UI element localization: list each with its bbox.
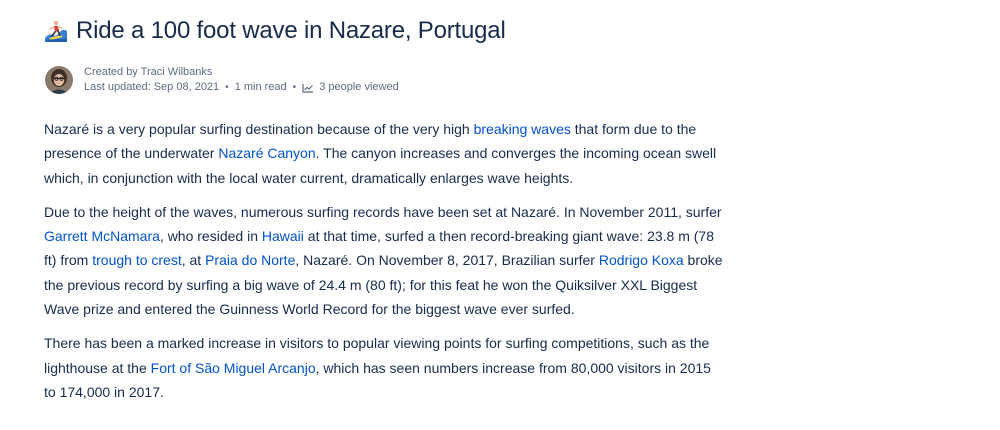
created-by[interactable]: Created by Traci Wilbanks (84, 66, 213, 78)
text: . The canyon increases and converges the incoming ocean swell which, in conjunction with the local water current, dramatically enlarges wave heights. (44, 145, 717, 186)
link-nazare-canyon[interactable]: Nazaré Canyon (218, 145, 316, 162)
page-body (44, 117, 724, 404)
title-row (44, 14, 724, 48)
link-praia-do-norte[interactable]: Praia do Norte (205, 252, 296, 269)
text: , at (181, 252, 206, 269)
views-count[interactable]: 3 people viewed (319, 81, 399, 93)
text: , who resided in (159, 228, 262, 245)
text: that form due to the presence of the underwater (44, 121, 697, 162)
last-updated[interactable]: Last updated: Sep 08, 2021 (84, 81, 220, 93)
read-time: 1 min read (234, 81, 287, 93)
page-content (44, 14, 724, 414)
page-title: Ride a 100 foot wave in Nazare, Portugal (76, 17, 506, 44)
avatar[interactable] (45, 66, 73, 94)
link-trough-to-crest[interactable]: trough to crest (92, 252, 182, 269)
surfer-icon (44, 19, 68, 43)
text: There has been a marked increase in visitors to popular viewing points for surfing competitions, such as the lighthouse at the (44, 335, 710, 376)
paragraph (44, 331, 724, 404)
link-garrett-mcnamara[interactable]: Garrett McNamara (44, 228, 160, 245)
text: , which has seen numbers increase from 80,000 visitors in 2015 to 174,000 in 2017. (44, 359, 711, 400)
separator-dot: • (225, 82, 229, 93)
text: broke the previous record by surfing a big wave of 24.4 m (80 ft); for this feat he won the Quiksilver XXL Biggest Wave prize and entered the Guinness World Record for the biggest wave ever surfed. (44, 252, 723, 318)
text: at that time, surfed a then record-breaking giant wave: 23.8 m (78 ft) from (44, 228, 714, 269)
text: Due to the height of the waves, numerous surfing records have been set at Nazaré. In November 2011, surfer (44, 203, 722, 220)
byline-meta (84, 65, 399, 95)
link-hawaii[interactable]: Hawaii (261, 228, 304, 245)
link-breaking-waves[interactable]: breaking waves (473, 121, 571, 137)
paragraph (44, 200, 724, 321)
link-rodrigo-koxa[interactable]: Rodrigo Koxa (598, 252, 684, 269)
link-fort-sao-miguel-arcanjo[interactable]: Fort of São Miguel Arcanjo (150, 359, 316, 376)
text: Nazaré is a very popular surfing destination because of the very high (44, 121, 474, 137)
byline (44, 64, 724, 96)
analytics-icon (302, 83, 314, 93)
text: , Nazaré. On November 8, 2017, Brazilian surfer (295, 252, 599, 269)
byline-details (84, 80, 399, 95)
separator-dot: • (292, 82, 297, 93)
paragraph (44, 117, 724, 190)
